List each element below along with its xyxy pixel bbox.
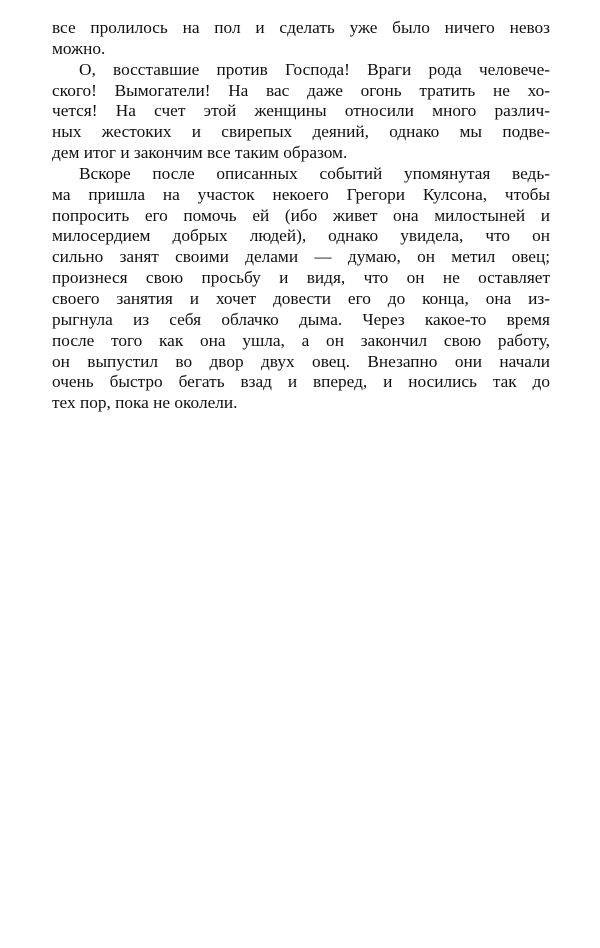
text-line: сильно занят своими делами — думаю, он метил овец;: [52, 247, 550, 267]
text-line: после того как она ушла, а он закончил свою работу,: [52, 330, 550, 350]
text-line: ных жестоких и свирепых деяний, однако мы подве-: [52, 122, 550, 142]
text-line: ма пришла на участок некоего Грегори Кулсона, чтобы: [52, 184, 550, 204]
text-line: ского! Вымогатели! На вас даже огонь тратить не хо-: [52, 80, 550, 100]
paragraph-3: [52, 164, 550, 414]
text-line: рыгнула из себя облачко дыма. Через какое-то время: [52, 309, 550, 329]
text-line: О, восставшие против Господа! Враги рода человече-: [79, 59, 550, 79]
text-line: произнеся свою просьбу и видя, что он не оставляет: [52, 268, 550, 288]
text-line: своего занятия и хочет довести его до конца, она из-: [52, 288, 550, 308]
text-line: Вскоре после описанных событий упомянутая ведь-: [79, 163, 550, 183]
document-page: [52, 18, 550, 414]
text-line: милосердием добрых людей), однако увидела, что он: [52, 226, 550, 246]
paragraph-1: [52, 18, 550, 60]
text-line: все пролилось на пол и сделать уже было ничего невоз: [52, 18, 550, 37]
text-line: дем итог и закончим все таким образом.: [52, 143, 348, 163]
text-line: чется! На счет этой женщины относили много различ-: [52, 101, 550, 121]
text-line: попросить его помочь ей (ибо живет она милостыней и: [52, 205, 550, 225]
text-line: очень быстро бегать взад и вперед, и носились так до: [52, 372, 550, 392]
text-line: тех пор, пока не околели.: [52, 393, 238, 413]
paragraph-2: [52, 60, 550, 164]
text-line: можно.: [52, 38, 106, 58]
text-line: он выпустил во двор двух овец. Внезапно они начали: [52, 351, 550, 371]
